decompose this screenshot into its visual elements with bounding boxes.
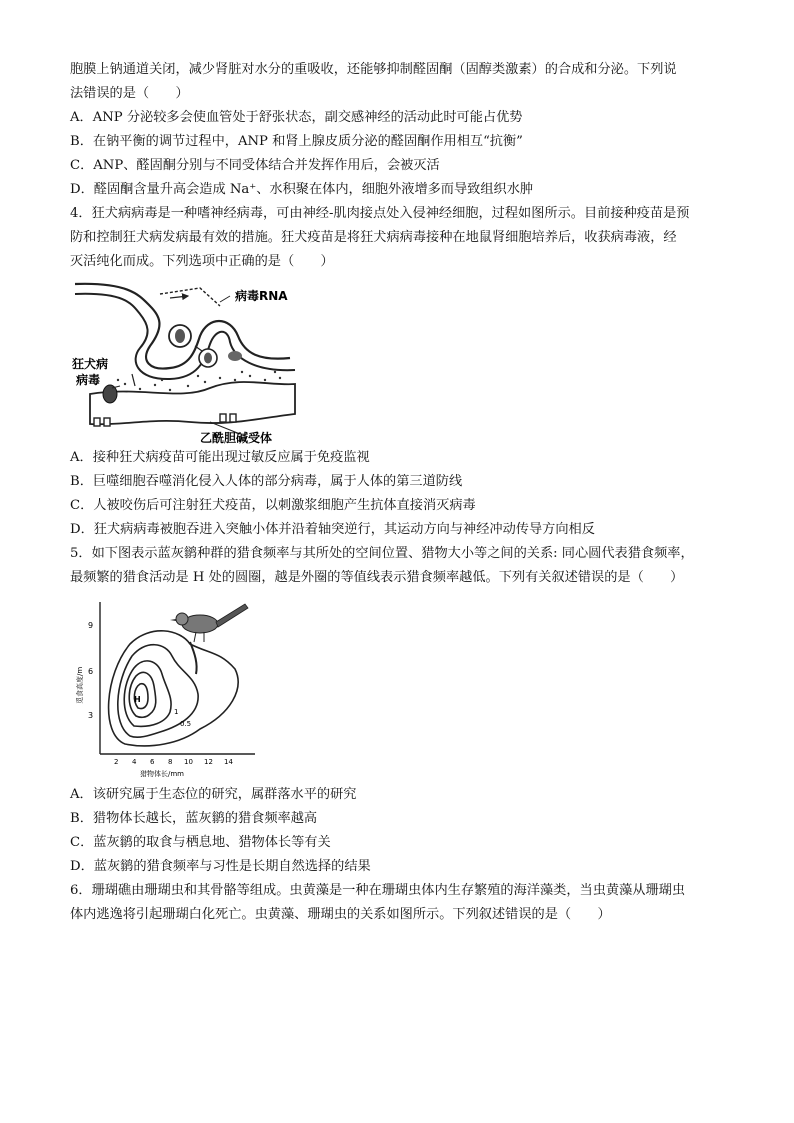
q4-option-d: D．狂犬病病毒被胞吞进入突触小体并沿着轴突逆行，其运动方向与神经冲动传导方向相反	[70, 522, 595, 537]
q4-stem-line1: 4．狂犬病病毒是一种嗜神经病毒，可由神经-肌肉接点处入侵神经细胞，过程如图所示。目前接种疫苗是预	[70, 206, 690, 221]
y-axis-label: 觅食高度/m	[76, 666, 84, 704]
q4-stem-line2: 防和控制狂犬病发病最有效的措施。狂犬疫苗是将狂犬病病毒接种在地鼠肾细胞培养后，收获病毒液，经	[70, 230, 677, 245]
label-rabies-virus-2: 病毒	[76, 373, 101, 387]
q5-option-b: B．猎物体长越长，蓝灰鹟的猎食频率越高	[70, 811, 318, 826]
x-tick-2: 2	[114, 758, 119, 766]
rabies-virus-diagram-svg	[70, 276, 310, 446]
q6-stem-line2: 体内逃逸将引起珊瑚白化死亡。虫黄藻、珊瑚虫的关系如图所示。下列叙述错误的是（ ）	[70, 907, 611, 922]
x-tick-10: 10	[184, 758, 193, 766]
q3-option-c: C．ANP、醛固酮分别与不同受体结合并发挥作用后，会被灭活	[70, 158, 440, 173]
label-viral-rna: 病毒RNA	[235, 289, 288, 303]
foraging-contour-figure	[70, 594, 270, 779]
x-tick-6: 6	[150, 758, 155, 766]
label-acetylcholine-receptor: 乙酰胆碱受体	[200, 431, 273, 445]
x-tick-4: 4	[132, 758, 137, 766]
q3-option-b: B．在钠平衡的调节过程中，ANP 和肾上腺皮质分泌的醛固酮作用相互“抗衡”	[70, 134, 523, 149]
q5-stem-line1: 5．如下图表示蓝灰鹟种群的猎食频率与其所处的空间位置、猎物大小等之间的关系: 同心圆代表猎食频率，	[70, 546, 694, 561]
y-tick-3: 3	[88, 711, 94, 720]
q5-stem-line2: 最频繁的猎食活动是 H 处的圆圈，越是外圈的等值线表示猎食频率越低。下列有关叙述错误的是（ ）	[70, 570, 684, 585]
virus-particle-icon	[175, 329, 185, 343]
exam-page	[70, 58, 730, 927]
virus-particle-icon-2	[204, 353, 212, 364]
frequency-contours	[109, 631, 239, 746]
contour-center-h: H	[134, 695, 141, 704]
q4-option-a: A．接种狂犬病疫苗可能出现过敏反应属于免疫监视	[70, 450, 370, 465]
contour-label-0-5: 0.5	[180, 720, 192, 728]
q6-stem-line1: 6．珊瑚礁由珊瑚虫和其骨骼等组成。虫黄藻是一种在珊瑚虫体内生存繁殖的海洋藻类，当虫黄藻从珊瑚虫	[70, 883, 686, 898]
rna-pointer-line	[220, 296, 230, 302]
q3-stem-line1: 胞膜上钠通道关闭，减少肾脏对水分的重吸收，还能够抑制醛固酮（固醇类激素）的合成和分泌。下列说	[70, 62, 677, 77]
q4-option-c: C．人被咬伤后可注射狂犬疫苗，以刺激浆细胞产生抗体直接消灭病毒	[70, 498, 476, 513]
blue-gray-gnatcatcher-icon	[170, 604, 248, 674]
rabies-virus-diagram	[70, 276, 310, 446]
q5-option-c: C．蓝灰鹟的取食与栖息地、猎物体长等有关	[70, 835, 331, 850]
q4-option-b: B．巨噬细胞吞噬消化侵入人体的部分病毒，属于人体的第三道防线	[70, 474, 463, 489]
x-tick-8: 8	[168, 758, 173, 766]
q3-option-d: D．醛固酮含量升高会造成 Na⁺、水积聚在体内，细胞外液增多而导致组织水肿	[70, 182, 534, 197]
label-rabies-virus-1: 狂犬病	[72, 357, 109, 371]
postsynaptic-membrane	[90, 382, 295, 424]
virus-particle-icon-3	[228, 351, 242, 361]
q3-option-a: A．ANP 分泌较多会使血管处于舒张状态，副交感神经的活动此时可能占优势	[70, 110, 523, 125]
q3-stem-line2: 法错误的是（ ）	[70, 86, 189, 101]
q5-option-a: A．该研究属于生态位的研究，属群落水平的研究	[70, 787, 357, 802]
y-tick-6: 6	[88, 667, 94, 676]
x-tick-14: 14	[224, 758, 233, 766]
contour-label-1: 1	[174, 708, 179, 716]
viral-rna-strand	[160, 288, 220, 306]
foraging-contour-svg	[70, 594, 270, 779]
x-axis-label: 猎物体长/mm	[140, 770, 184, 778]
x-tick-12: 12	[204, 758, 213, 766]
q5-option-d: D．蓝灰鹟的猎食频率与习性是长期自然选择的结果	[70, 859, 371, 874]
q4-stem-line3: 灭活纯化而成。下列选项中正确的是（ ）	[70, 254, 334, 269]
y-tick-9: 9	[88, 621, 94, 630]
